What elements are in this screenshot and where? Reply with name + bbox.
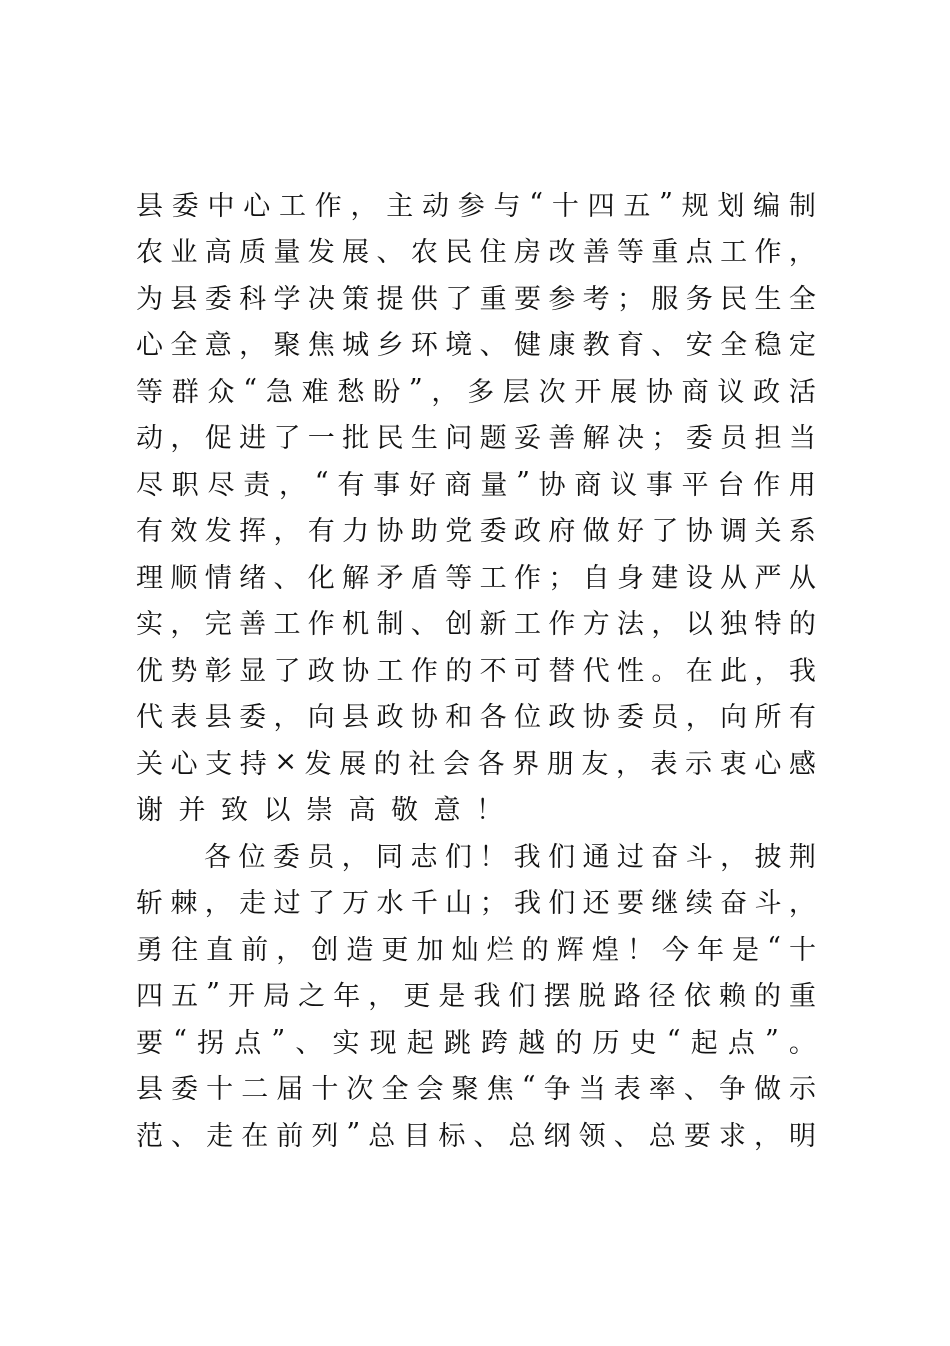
text-line: 有 效 发 挥 ， 有 力 协 助 党 委 政 府 做 好 了 协 调 关 系	[136, 516, 816, 548]
text-line: 优 势 彰 显 了 政 协 工 作 的 不 可 替 代 性 。 在 此 ， 我	[136, 655, 816, 687]
text-line: 为 县 委 科 学 决 策 提 供 了 重 要 参 考 ； 服 务 民 生 全	[136, 283, 816, 315]
text-line: 范 、 走 在 前 列 ” 总 目 标 、 总 纲 领 、 总 要 求 ， 明	[136, 1117, 816, 1152]
text-line: 尽 职 尽 责 ， “ 有 事 好 商 量 ” 协 商 议 事 平 台 作 用	[136, 466, 816, 501]
text-line: 实 ， 完 善 工 作 机 制 、 创 新 工 作 方 法 ， 以 独 特 的	[136, 609, 816, 641]
text-line: 勇 往 直 前 ， 创 造 更 加 灿 烂 的 辉 煌 ！ 今 年 是 “ 十	[136, 931, 816, 966]
text-line: 心 全 意 ， 聚 焦 城 乡 环 境 、 健 康 教 育 、 安 全 稳 定	[136, 330, 816, 362]
text-line: 四 五 ” 开 局 之 年 ， 更 是 我 们 摆 脱 路 径 依 赖 的 重	[136, 978, 816, 1013]
paragraph-start-line: 各 位 委 员 ， 同 志 们 ！ 我 们 通 过 奋 斗 ， 披 荆	[204, 841, 816, 873]
text-line: 等 群 众 “ 急 难 愁 盼 ” ， 多 层 次 开 展 协 商 议 政 活	[136, 373, 816, 408]
text-line: 代 表 县 委 ， 向 县 政 协 和 各 位 政 协 委 员 ， 向 所 有	[136, 702, 816, 734]
text-line: 动 ， 促 进 了 一 批 民 生 问 题 妥 善 解 决 ； 委 员 担 当	[136, 423, 816, 455]
text-line: 要 “ 拐 点 ” 、 实 现 起 跳 跨 越 的 历 史 “ 起 点 ” 。	[136, 1024, 816, 1059]
text-line: 理 顺 情 绪 、 化 解 矛 盾 等 工 作 ； 自 身 建 设 从 严 从	[136, 562, 816, 594]
text-line: 斩 棘 ， 走 过 了 万 水 千 山 ； 我 们 还 要 继 续 奋 斗 ，	[136, 888, 816, 920]
text-line: 关 心 支 持 × 发 展 的 社 会 各 界 朋 友 ， 表 示 衷 心 感	[136, 745, 816, 780]
text-line: 农 业 高 质 量 发 展 、 农 民 住 房 改 善 等 重 点 工 作 ，	[136, 237, 816, 269]
text-line: 县 委 中 心 工 作 ， 主 动 参 与 “ 十 四 五 ” 规 划 编 制	[136, 187, 816, 222]
body-text	[136, 180, 816, 1157]
text-line: 谢并致以崇高敬意！	[136, 795, 519, 827]
text-line: 县 委 十 二 届 十 次 全 会 聚 焦 “ 争 当 表 率 、 争 做 示	[136, 1071, 816, 1106]
